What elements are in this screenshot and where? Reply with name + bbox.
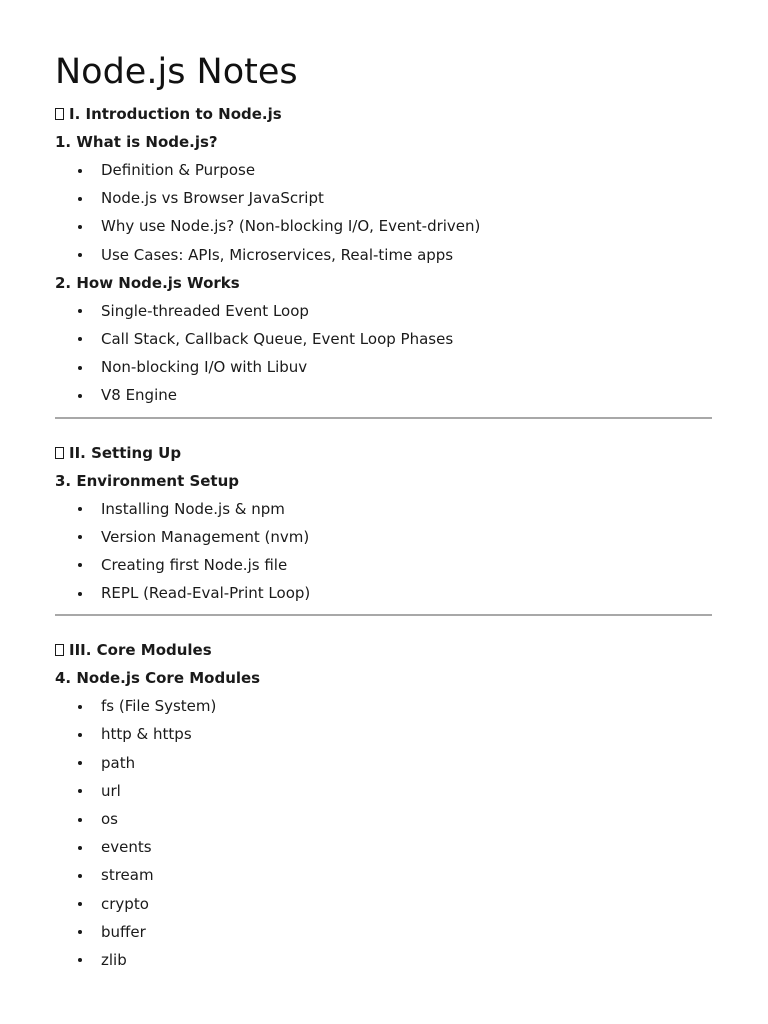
bullet-icon — [78, 958, 82, 962]
section-heading: 4. Node.js Core Modules — [55, 669, 261, 688]
bullet-icon — [78, 761, 82, 765]
list-item: path — [55, 749, 712, 777]
bullet-icon — [78, 789, 82, 793]
bullet-icon — [78, 705, 82, 709]
bullet-list — [55, 297, 712, 410]
part-heading — [55, 100, 712, 128]
bullet-icon — [78, 366, 82, 370]
section-heading: 2. How Node.js Works — [55, 273, 240, 292]
list-item: Node.js vs Browser JavaScript — [55, 184, 712, 212]
bullet-icon — [78, 253, 82, 257]
list-item: Use Cases: APIs, Microservices, Real-time apps — [55, 241, 712, 269]
bullet-list — [55, 156, 712, 269]
list-item: buffer — [55, 918, 712, 946]
package-icon — [55, 644, 64, 656]
bullet-icon — [78, 733, 82, 737]
bullet-list — [55, 692, 712, 974]
divider — [55, 614, 712, 616]
list-item: Definition & Purpose — [55, 156, 712, 184]
list-item: stream — [55, 861, 712, 889]
list-item: V8 Engine — [55, 381, 712, 409]
list-item: REPL (Read-Eval-Print Loop) — [55, 579, 712, 607]
list-item: zlib — [55, 946, 712, 974]
part-heading — [55, 439, 712, 467]
bullet-icon — [78, 535, 82, 539]
list-item: Single-threaded Event Loop — [55, 297, 712, 325]
part-core-modules — [55, 636, 712, 974]
divider — [55, 417, 712, 419]
part-heading-text: I. Introduction to Node.js — [69, 105, 282, 123]
bullet-icon — [78, 169, 82, 173]
list-item: Why use Node.js? (Non-blocking I/O, Event-driven) — [55, 212, 712, 240]
bullet-list — [55, 495, 712, 608]
bullet-icon — [78, 930, 82, 934]
bullet-icon — [78, 225, 82, 229]
bullet-icon — [78, 507, 82, 511]
bullet-icon — [78, 818, 82, 822]
page-title: Node.js Notes — [55, 52, 298, 92]
part-setting-up — [55, 439, 712, 608]
list-item: Creating first Node.js file — [55, 551, 712, 579]
list-item: events — [55, 833, 712, 861]
tools-icon — [55, 447, 64, 459]
list-item: crypto — [55, 890, 712, 918]
bullet-icon — [78, 592, 82, 596]
part-heading-text: III. Core Modules — [69, 641, 212, 660]
list-item: Installing Node.js & npm — [55, 495, 712, 523]
list-item: Version Management (nvm) — [55, 523, 712, 551]
part-heading — [55, 636, 712, 664]
list-item: http & https — [55, 720, 712, 748]
list-item: fs (File System) — [55, 692, 712, 720]
bullet-icon — [78, 563, 82, 567]
bullet-icon — [78, 846, 82, 850]
list-item: os — [55, 805, 712, 833]
bullet-icon — [78, 197, 82, 201]
bullet-icon — [78, 337, 82, 341]
list-item: url — [55, 777, 712, 805]
part-heading-text: II. Setting Up — [69, 443, 182, 462]
bullet-icon — [78, 874, 82, 878]
bullet-icon — [78, 394, 82, 398]
bullet-icon — [78, 902, 82, 906]
bullet-icon — [78, 309, 82, 313]
book-icon — [55, 108, 64, 120]
list-item: Call Stack, Callback Queue, Event Loop Phases — [55, 325, 712, 353]
section-heading: 1. What is Node.js? — [55, 133, 218, 151]
list-item: Non-blocking I/O with Libuv — [55, 353, 712, 381]
part-introduction — [55, 100, 712, 410]
section-heading: 3. Environment Setup — [55, 471, 240, 490]
